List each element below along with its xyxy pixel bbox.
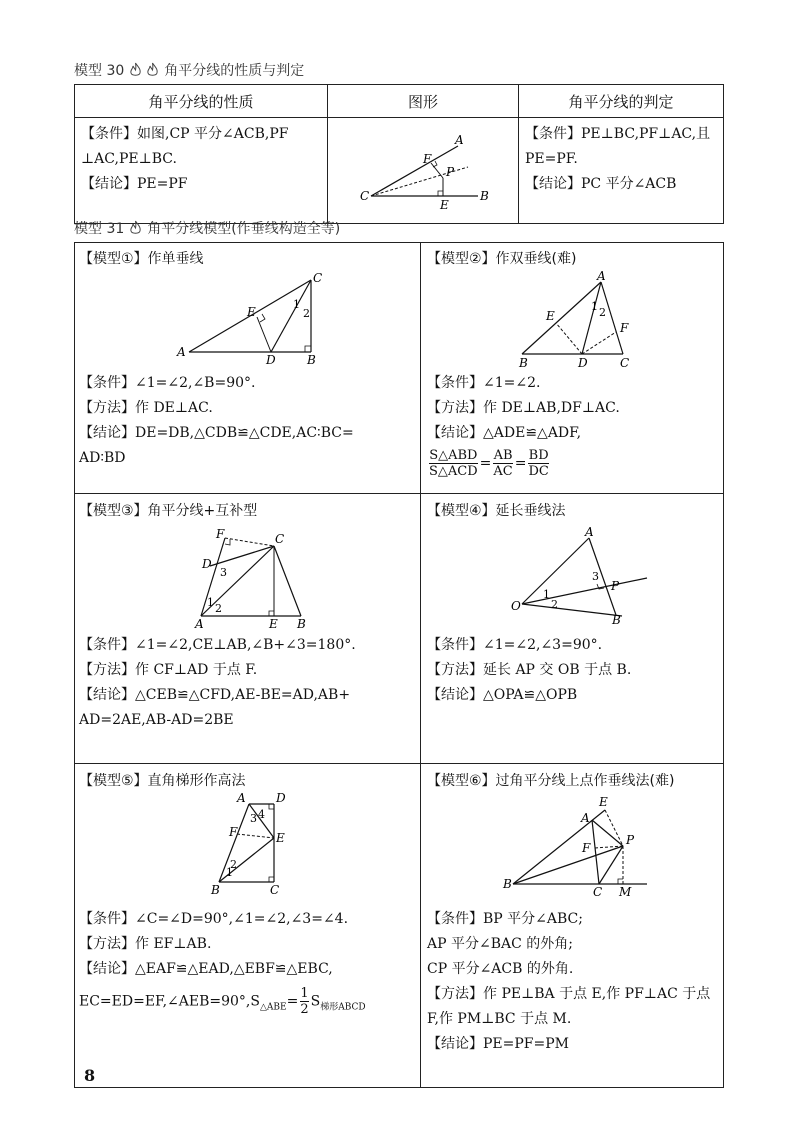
point-label: B [519,356,528,370]
model3-cell [79,499,417,733]
point-label: F [423,152,432,166]
point-label: C [593,885,603,899]
denominator: 2 [300,1002,309,1017]
figure-model1 [79,271,417,367]
col-header-figure: 图形 [328,85,519,118]
criterion-cell [519,118,724,224]
model2-cell [427,247,719,479]
figure-model3 [79,524,417,631]
equals-sign: = [514,455,527,472]
angle-label: 2 [599,306,606,319]
point-label: C [313,271,323,285]
ratio-formula [427,448,719,479]
point-label: E [546,309,555,323]
flame-icon [130,63,141,77]
text-line: 【结论】△OPA≌△OPB [427,687,578,703]
text-line: 【结论】DE=DB,△CDB≌△CDE,AC∶BC= [79,425,354,441]
figure-model5 [79,791,417,898]
point-label: E [247,305,256,319]
point-label: D [276,791,286,805]
model31-number: 模型 31 [74,221,125,237]
point-label: F [229,825,238,839]
model31-title: 角平分线模型(作垂线构造全等) [147,221,341,237]
text-line: 【方法】作 CF⊥AD 于点 F. [79,662,258,678]
subscript: △ABE [259,1002,287,1013]
figure-model4 [427,524,719,627]
angle-label: 3 [250,812,257,825]
property-cell [75,118,328,224]
point-label: A [585,525,594,539]
point-label: B [503,877,512,891]
angle-label: 2 [303,307,310,320]
model6-title: 【模型⑥】过角平分线上点作垂线法(难) [427,773,675,789]
numerator: BD [528,448,549,463]
text-line: 【条件】∠1=∠2,∠B=90°. [79,375,256,391]
angle-label: 2 [215,602,222,615]
point-label: D [266,353,276,367]
point-label: B [480,189,489,203]
point-label: B [211,883,220,897]
point-label: C [360,189,370,203]
point-label: M [619,885,632,899]
point-label: E [276,831,285,845]
text-line: 【方法】作 PE⊥BA 于点 E,作 PF⊥AC 于点 [427,986,711,1002]
figure-cell [328,118,519,224]
denominator: AC [493,464,513,479]
fraction [493,448,512,479]
point-label: A [597,269,606,283]
point-label: O [511,599,521,613]
text-line: 【条件】∠1=∠2,∠3=90°. [427,637,603,653]
point-label: E [440,198,449,212]
model6-cell [427,769,719,1057]
subscript: 梯形ABCD [320,1002,366,1013]
point-label: A [581,811,590,825]
point-label: C [275,532,285,546]
angle-label: 1 [207,596,214,609]
model31-heading [74,218,340,238]
text-line: 【条件】∠C=∠D=90°,∠1=∠2,∠3=∠4. [79,911,349,927]
point-label: C [270,883,280,897]
model4-cell [427,499,719,708]
point-label: E [599,795,608,809]
model30-title: 角平分线的性质与判定 [164,63,305,79]
model5-cell [79,769,417,1020]
text-line: AD∶BD [79,450,126,466]
point-label: A [177,345,186,359]
point-label: F [216,527,225,541]
formula-text: S [310,993,321,1010]
angle-label: 1 [591,300,598,313]
text-line: 【结论】PC 平分∠ACB [525,176,677,192]
text-line: 【结论】△CEB≌△CFD,AE-BE=AD,AB+ [79,687,351,703]
angle-label: 1 [226,866,233,879]
text-line: 【方法】延长 AP 交 OB 于点 B. [427,662,632,678]
model1-title: 【模型①】作单垂线 [79,251,204,267]
angle-label: 4 [258,808,265,821]
model1-cell [79,247,417,471]
row-divider [75,763,723,764]
point-label: P [446,165,455,179]
text-line: 【方法】作 EF⊥AB. [79,936,212,952]
point-label: B [297,617,306,631]
denominator: DC [528,464,549,479]
figure-model2 [427,269,719,370]
text-line: AP 平分∠BAC 的外角; [427,936,573,952]
angle-label: 2 [230,858,237,871]
point-label: P [611,579,620,593]
point-label: A [237,791,246,805]
point-label: E [269,617,278,631]
model30-number: 模型 30 [74,63,125,79]
numerator: S△ABD [429,448,478,463]
text-line: 【结论】PE=PF=PM [427,1036,569,1052]
point-label: A [195,617,204,631]
model31-grid [74,242,724,1088]
text-line: 【结论】△EAF≌△EAD,△EBF≌△EBC, [79,961,333,977]
point-label: F [582,841,591,855]
col-header-criterion: 角平分线的判定 [519,85,724,118]
text-line: F,作 PM⊥BC 于点 M. [427,1011,572,1027]
angle-label: 3 [220,566,227,579]
point-label: B [612,613,621,627]
col-header-property: 角平分线的性质 [75,85,328,118]
column-divider [420,243,421,1087]
equals-sign: = [286,993,299,1010]
row-divider [75,493,723,494]
figure-30 [328,118,516,214]
numerator: 1 [300,986,309,1001]
area-formula [79,986,417,1020]
point-label: P [626,833,635,847]
model30-heading [74,60,304,80]
point-label: D [202,557,212,571]
text-line: CP 平分∠ACB 的外角. [427,961,574,977]
flame-icon [130,221,141,235]
point-label: C [620,356,630,370]
text-line: AD=2AE,AB-AD=2BE [79,712,234,728]
point-label: D [578,356,588,370]
model3-title: 【模型③】角平分线+互补型 [79,503,258,519]
denominator: S△ACD [429,464,478,479]
fraction [528,448,548,479]
text-line: 【条件】如图,CP 平分∠ACB,PF [81,126,289,142]
angle-label: 1 [293,298,300,311]
angle-label: 3 [592,570,599,583]
figure-model6 [427,794,719,898]
angle-label: 2 [551,598,558,611]
model5-title: 【模型⑤】直角梯形作高法 [79,773,246,789]
text-line: 【结论】PE=PF [81,176,188,192]
text-line: 【方法】作 DE⊥AB,DF⊥AC. [427,400,620,416]
model30-table [74,84,724,224]
page-number: 8 [84,1066,96,1085]
point-label: F [620,321,629,335]
formula-text: EC=ED=EF,∠AEB=90°,S [79,993,260,1010]
text-line: 【条件】PE⊥BC,PF⊥AC,且 [525,126,711,142]
text-line: 【方法】作 DE⊥AC. [79,400,213,416]
point-label: A [455,133,464,147]
text-line: 【条件】BP 平分∠ABC; [427,911,583,927]
text-line: PE=PF. [525,151,578,167]
text-line: ⊥AC,PE⊥BC. [81,151,177,167]
equals-sign: = [479,455,492,472]
angle-label: 1 [543,588,550,601]
flame-icon [147,63,158,77]
numerator: AB [493,448,513,463]
text-line: 【结论】△ADE≌△ADF, [427,425,582,441]
fraction [300,986,308,1017]
model4-title: 【模型④】延长垂线法 [427,503,566,519]
fraction [429,448,478,479]
model2-title: 【模型②】作双垂线(难) [427,251,577,267]
text-line: 【条件】∠1=∠2. [427,375,541,391]
text-line: 【条件】∠1=∠2,CE⊥AB,∠B+∠3=180°. [79,637,356,653]
point-label: B [307,353,316,367]
